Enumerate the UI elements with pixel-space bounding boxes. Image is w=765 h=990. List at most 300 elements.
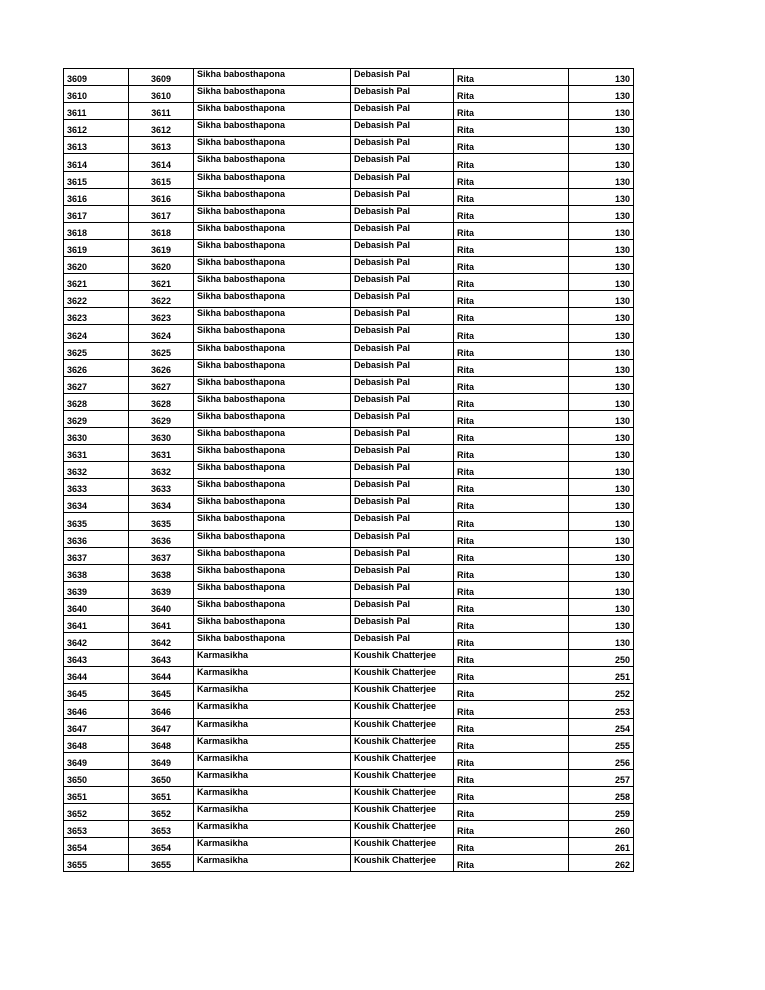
serial-number-cell: 3654: [129, 838, 194, 855]
publisher-cell: Rita: [454, 513, 569, 530]
author-cell: Debasish Pal: [351, 530, 454, 547]
author-cell: Debasish Pal: [351, 445, 454, 462]
price-cell: 255: [569, 735, 634, 752]
book-title-cell: Sikha babosthapona: [194, 222, 351, 239]
book-title-cell: Sikha babosthapona: [194, 274, 351, 291]
price-cell: 130: [569, 171, 634, 188]
serial-number-cell: 3639: [129, 581, 194, 598]
price-cell: 130: [569, 410, 634, 427]
book-title-cell: Sikha babosthapona: [194, 445, 351, 462]
publisher-cell: Rita: [454, 804, 569, 821]
accession-number-cell: 3652: [64, 804, 129, 821]
book-title-cell: Sikha babosthapona: [194, 86, 351, 103]
accession-number-cell: 3640: [64, 598, 129, 615]
table-row: [64, 274, 634, 291]
publisher-cell: Rita: [454, 650, 569, 667]
table-row: [64, 393, 634, 410]
price-cell: 130: [569, 137, 634, 154]
price-cell: 130: [569, 188, 634, 205]
price-cell: 130: [569, 496, 634, 513]
serial-number-cell: 3609: [129, 69, 194, 86]
publisher-cell: Rita: [454, 718, 569, 735]
price-cell: 252: [569, 684, 634, 701]
serial-number-cell: 3638: [129, 564, 194, 581]
price-cell: 130: [569, 222, 634, 239]
serial-number-cell: 3613: [129, 137, 194, 154]
publisher-cell: Rita: [454, 667, 569, 684]
serial-number-cell: 3653: [129, 821, 194, 838]
book-title-cell: Sikha babosthapona: [194, 376, 351, 393]
price-cell: 251: [569, 667, 634, 684]
publisher-cell: Rita: [454, 496, 569, 513]
book-title-cell: Karmasikha: [194, 650, 351, 667]
serial-number-cell: 3642: [129, 633, 194, 650]
publisher-cell: Rita: [454, 445, 569, 462]
book-title-cell: Sikha babosthapona: [194, 427, 351, 444]
accession-number-cell: 3611: [64, 103, 129, 120]
price-cell: 130: [569, 205, 634, 222]
table-row: [64, 154, 634, 171]
price-cell: 256: [569, 752, 634, 769]
publisher-cell: Rita: [454, 103, 569, 120]
serial-number-cell: 3643: [129, 650, 194, 667]
table-row: [64, 445, 634, 462]
publisher-cell: Rita: [454, 154, 569, 171]
table-row: [64, 86, 634, 103]
author-cell: Debasish Pal: [351, 103, 454, 120]
serial-number-cell: 3644: [129, 667, 194, 684]
publisher-cell: Rita: [454, 274, 569, 291]
book-title-cell: Sikha babosthapona: [194, 257, 351, 274]
publisher-cell: Rita: [454, 393, 569, 410]
book-title-cell: Karmasikha: [194, 804, 351, 821]
book-title-cell: Sikha babosthapona: [194, 342, 351, 359]
price-cell: 130: [569, 325, 634, 342]
author-cell: Debasish Pal: [351, 120, 454, 137]
publisher-cell: Rita: [454, 308, 569, 325]
table-row: [64, 667, 634, 684]
accession-number-cell: 3632: [64, 462, 129, 479]
serial-number-cell: 3648: [129, 735, 194, 752]
price-cell: 130: [569, 445, 634, 462]
accession-number-cell: 3633: [64, 479, 129, 496]
table-row: [64, 804, 634, 821]
publisher-cell: Rita: [454, 291, 569, 308]
serial-number-cell: 3612: [129, 120, 194, 137]
book-title-cell: Sikha babosthapona: [194, 462, 351, 479]
book-title-cell: Sikha babosthapona: [194, 393, 351, 410]
accession-number-cell: 3648: [64, 735, 129, 752]
author-cell: Koushik Chatterjee: [351, 667, 454, 684]
table-row: [64, 581, 634, 598]
publisher-cell: Rita: [454, 86, 569, 103]
book-title-cell: Karmasikha: [194, 769, 351, 786]
accession-number-cell: 3637: [64, 547, 129, 564]
author-cell: Debasish Pal: [351, 410, 454, 427]
serial-number-cell: 3622: [129, 291, 194, 308]
table-row: [64, 838, 634, 855]
publisher-cell: Rita: [454, 462, 569, 479]
price-cell: 130: [569, 530, 634, 547]
price-cell: 130: [569, 291, 634, 308]
price-cell: 130: [569, 154, 634, 171]
accession-number-cell: 3631: [64, 445, 129, 462]
table-row: [64, 291, 634, 308]
table-row: [64, 786, 634, 803]
serial-number-cell: 3610: [129, 86, 194, 103]
book-title-cell: Karmasikha: [194, 684, 351, 701]
author-cell: Debasish Pal: [351, 171, 454, 188]
accession-number-cell: 3636: [64, 530, 129, 547]
publisher-cell: Rita: [454, 205, 569, 222]
serial-number-cell: 3628: [129, 393, 194, 410]
table-row: [64, 103, 634, 120]
publisher-cell: Rita: [454, 530, 569, 547]
author-cell: Debasish Pal: [351, 239, 454, 256]
serial-number-cell: 3620: [129, 257, 194, 274]
table-row: [64, 633, 634, 650]
serial-number-cell: 3621: [129, 274, 194, 291]
serial-number-cell: 3647: [129, 718, 194, 735]
accession-number-cell: 3621: [64, 274, 129, 291]
accession-number-cell: 3625: [64, 342, 129, 359]
accession-number-cell: 3655: [64, 855, 129, 872]
publisher-cell: Rita: [454, 257, 569, 274]
price-cell: 130: [569, 547, 634, 564]
publisher-cell: Rita: [454, 838, 569, 855]
table-row: [64, 222, 634, 239]
price-cell: 130: [569, 376, 634, 393]
price-cell: 257: [569, 769, 634, 786]
author-cell: Debasish Pal: [351, 496, 454, 513]
serial-number-cell: 3618: [129, 222, 194, 239]
accession-number-cell: 3627: [64, 376, 129, 393]
publisher-cell: Rita: [454, 188, 569, 205]
publisher-cell: Rita: [454, 598, 569, 615]
book-title-cell: Sikha babosthapona: [194, 120, 351, 137]
table-row: [64, 257, 634, 274]
accession-number-cell: 3619: [64, 239, 129, 256]
accession-number-cell: 3626: [64, 359, 129, 376]
serial-number-cell: 3615: [129, 171, 194, 188]
book-title-cell: Sikha babosthapona: [194, 103, 351, 120]
price-cell: 130: [569, 359, 634, 376]
price-cell: 130: [569, 479, 634, 496]
author-cell: Debasish Pal: [351, 376, 454, 393]
accession-number-cell: 3610: [64, 86, 129, 103]
accession-number-cell: 3623: [64, 308, 129, 325]
table-row: [64, 479, 634, 496]
publisher-cell: Rita: [454, 786, 569, 803]
price-cell: 254: [569, 718, 634, 735]
author-cell: Debasish Pal: [351, 86, 454, 103]
table-row: [64, 171, 634, 188]
book-title-cell: Sikha babosthapona: [194, 205, 351, 222]
publisher-cell: Rita: [454, 616, 569, 633]
accession-number-cell: 3643: [64, 650, 129, 667]
price-cell: 130: [569, 427, 634, 444]
price-cell: 130: [569, 513, 634, 530]
accession-number-cell: 3616: [64, 188, 129, 205]
table-row: [64, 547, 634, 564]
publisher-cell: Rita: [454, 359, 569, 376]
book-title-cell: Karmasikha: [194, 855, 351, 872]
accession-number-cell: 3641: [64, 616, 129, 633]
publisher-cell: Rita: [454, 171, 569, 188]
author-cell: Koushik Chatterjee: [351, 786, 454, 803]
book-title-cell: Karmasikha: [194, 821, 351, 838]
table-row: [64, 410, 634, 427]
price-cell: 130: [569, 462, 634, 479]
book-title-cell: Sikha babosthapona: [194, 308, 351, 325]
serial-number-cell: 3619: [129, 239, 194, 256]
serial-number-cell: 3636: [129, 530, 194, 547]
serial-number-cell: 3630: [129, 427, 194, 444]
serial-number-cell: 3617: [129, 205, 194, 222]
serial-number-cell: 3624: [129, 325, 194, 342]
price-cell: 130: [569, 308, 634, 325]
book-title-cell: Sikha babosthapona: [194, 171, 351, 188]
publisher-cell: Rita: [454, 410, 569, 427]
serial-number-cell: 3616: [129, 188, 194, 205]
accession-number-cell: 3642: [64, 633, 129, 650]
book-title-cell: Karmasikha: [194, 752, 351, 769]
table-row: [64, 821, 634, 838]
price-cell: 130: [569, 393, 634, 410]
price-cell: 130: [569, 633, 634, 650]
publisher-cell: Rita: [454, 342, 569, 359]
table-row: [64, 376, 634, 393]
table-row: [64, 752, 634, 769]
price-cell: 262: [569, 855, 634, 872]
serial-number-cell: 3637: [129, 547, 194, 564]
price-cell: 130: [569, 239, 634, 256]
table-row: [64, 855, 634, 872]
accession-number-cell: 3634: [64, 496, 129, 513]
price-cell: 250: [569, 650, 634, 667]
author-cell: Debasish Pal: [351, 479, 454, 496]
table-row: [64, 308, 634, 325]
accession-number-cell: 3638: [64, 564, 129, 581]
price-cell: 130: [569, 342, 634, 359]
serial-number-cell: 3611: [129, 103, 194, 120]
table-row: [64, 239, 634, 256]
author-cell: Koushik Chatterjee: [351, 701, 454, 718]
author-cell: Koushik Chatterjee: [351, 838, 454, 855]
book-title-cell: Sikha babosthapona: [194, 291, 351, 308]
author-cell: Debasish Pal: [351, 308, 454, 325]
book-title-cell: Sikha babosthapona: [194, 325, 351, 342]
book-title-cell: Karmasikha: [194, 838, 351, 855]
accession-number-cell: 3613: [64, 137, 129, 154]
accession-number-cell: 3654: [64, 838, 129, 855]
book-title-cell: Sikha babosthapona: [194, 633, 351, 650]
author-cell: Koushik Chatterjee: [351, 769, 454, 786]
publisher-cell: Rita: [454, 137, 569, 154]
table-row: [64, 120, 634, 137]
serial-number-cell: 3646: [129, 701, 194, 718]
serial-number-cell: 3626: [129, 359, 194, 376]
price-cell: 258: [569, 786, 634, 803]
book-title-cell: Sikha babosthapona: [194, 598, 351, 615]
accession-number-cell: 3644: [64, 667, 129, 684]
publisher-cell: Rita: [454, 633, 569, 650]
author-cell: Debasish Pal: [351, 137, 454, 154]
author-cell: Koushik Chatterjee: [351, 684, 454, 701]
publisher-cell: Rita: [454, 564, 569, 581]
accession-number-cell: 3615: [64, 171, 129, 188]
table-row: [64, 137, 634, 154]
serial-number-cell: 3650: [129, 769, 194, 786]
author-cell: Koushik Chatterjee: [351, 718, 454, 735]
price-cell: 253: [569, 701, 634, 718]
book-title-cell: Sikha babosthapona: [194, 564, 351, 581]
book-title-cell: Karmasikha: [194, 786, 351, 803]
book-title-cell: Sikha babosthapona: [194, 69, 351, 86]
table-row: [64, 496, 634, 513]
price-cell: 130: [569, 598, 634, 615]
author-cell: Debasish Pal: [351, 462, 454, 479]
publisher-cell: Rita: [454, 239, 569, 256]
price-cell: 130: [569, 120, 634, 137]
table-row: [64, 513, 634, 530]
author-cell: Debasish Pal: [351, 427, 454, 444]
book-title-cell: Karmasikha: [194, 701, 351, 718]
author-cell: Debasish Pal: [351, 274, 454, 291]
price-cell: 130: [569, 616, 634, 633]
price-cell: 261: [569, 838, 634, 855]
publisher-cell: Rita: [454, 479, 569, 496]
serial-number-cell: 3633: [129, 479, 194, 496]
author-cell: Debasish Pal: [351, 257, 454, 274]
accession-number-cell: 3624: [64, 325, 129, 342]
book-title-cell: Karmasikha: [194, 735, 351, 752]
price-cell: 260: [569, 821, 634, 838]
publisher-cell: Rita: [454, 821, 569, 838]
accession-number-cell: 3617: [64, 205, 129, 222]
table-row: [64, 205, 634, 222]
accession-number-cell: 3622: [64, 291, 129, 308]
author-cell: Koushik Chatterjee: [351, 752, 454, 769]
publisher-cell: Rita: [454, 376, 569, 393]
serial-number-cell: 3629: [129, 410, 194, 427]
table-row: [64, 650, 634, 667]
price-cell: 259: [569, 804, 634, 821]
publisher-cell: Rita: [454, 701, 569, 718]
author-cell: Debasish Pal: [351, 564, 454, 581]
publisher-cell: Rita: [454, 222, 569, 239]
publisher-cell: Rita: [454, 325, 569, 342]
author-cell: Debasish Pal: [351, 598, 454, 615]
author-cell: Koushik Chatterjee: [351, 650, 454, 667]
price-cell: 130: [569, 274, 634, 291]
serial-number-cell: 3632: [129, 462, 194, 479]
table-row: [64, 530, 634, 547]
serial-number-cell: 3635: [129, 513, 194, 530]
publisher-cell: Rita: [454, 581, 569, 598]
table-row: [64, 69, 634, 86]
accession-number-cell: 3651: [64, 786, 129, 803]
publisher-cell: Rita: [454, 684, 569, 701]
accession-number-cell: 3614: [64, 154, 129, 171]
book-title-cell: Sikha babosthapona: [194, 530, 351, 547]
table-row: [64, 598, 634, 615]
serial-number-cell: 3640: [129, 598, 194, 615]
table-row: [64, 325, 634, 342]
table-row: [64, 188, 634, 205]
serial-number-cell: 3652: [129, 804, 194, 821]
table-row: [64, 769, 634, 786]
author-cell: Koushik Chatterjee: [351, 735, 454, 752]
author-cell: Debasish Pal: [351, 342, 454, 359]
book-title-cell: Sikha babosthapona: [194, 137, 351, 154]
publisher-cell: Rita: [454, 547, 569, 564]
book-title-cell: Sikha babosthapona: [194, 188, 351, 205]
book-title-cell: Karmasikha: [194, 667, 351, 684]
serial-number-cell: 3623: [129, 308, 194, 325]
author-cell: Debasish Pal: [351, 188, 454, 205]
serial-number-cell: 3655: [129, 855, 194, 872]
price-cell: 130: [569, 564, 634, 581]
author-cell: Debasish Pal: [351, 359, 454, 376]
author-cell: Debasish Pal: [351, 616, 454, 633]
publisher-cell: Rita: [454, 855, 569, 872]
table-row: [64, 616, 634, 633]
author-cell: Debasish Pal: [351, 154, 454, 171]
author-cell: Debasish Pal: [351, 325, 454, 342]
book-title-cell: Sikha babosthapona: [194, 547, 351, 564]
accession-number-cell: 3618: [64, 222, 129, 239]
table-row: [64, 359, 634, 376]
serial-number-cell: 3631: [129, 445, 194, 462]
book-register-table: [63, 68, 634, 872]
serial-number-cell: 3627: [129, 376, 194, 393]
accession-number-cell: 3650: [64, 769, 129, 786]
author-cell: Debasish Pal: [351, 581, 454, 598]
book-title-cell: Karmasikha: [194, 718, 351, 735]
accession-number-cell: 3630: [64, 427, 129, 444]
author-cell: Debasish Pal: [351, 633, 454, 650]
book-title-cell: Sikha babosthapona: [194, 359, 351, 376]
accession-number-cell: 3645: [64, 684, 129, 701]
book-title-cell: Sikha babosthapona: [194, 479, 351, 496]
table-row: [64, 735, 634, 752]
serial-number-cell: 3651: [129, 786, 194, 803]
author-cell: Koushik Chatterjee: [351, 855, 454, 872]
price-cell: 130: [569, 581, 634, 598]
table-row: [64, 718, 634, 735]
serial-number-cell: 3645: [129, 684, 194, 701]
table-row: [64, 564, 634, 581]
author-cell: Debasish Pal: [351, 291, 454, 308]
book-title-cell: Sikha babosthapona: [194, 581, 351, 598]
serial-number-cell: 3649: [129, 752, 194, 769]
price-cell: 130: [569, 69, 634, 86]
book-title-cell: Sikha babosthapona: [194, 513, 351, 530]
book-title-cell: Sikha babosthapona: [194, 496, 351, 513]
accession-number-cell: 3629: [64, 410, 129, 427]
accession-number-cell: 3628: [64, 393, 129, 410]
table-row: [64, 701, 634, 718]
price-cell: 130: [569, 86, 634, 103]
publisher-cell: Rita: [454, 752, 569, 769]
publisher-cell: Rita: [454, 769, 569, 786]
serial-number-cell: 3614: [129, 154, 194, 171]
book-title-cell: Sikha babosthapona: [194, 616, 351, 633]
book-title-cell: Sikha babosthapona: [194, 154, 351, 171]
publisher-cell: Rita: [454, 427, 569, 444]
serial-number-cell: 3641: [129, 616, 194, 633]
